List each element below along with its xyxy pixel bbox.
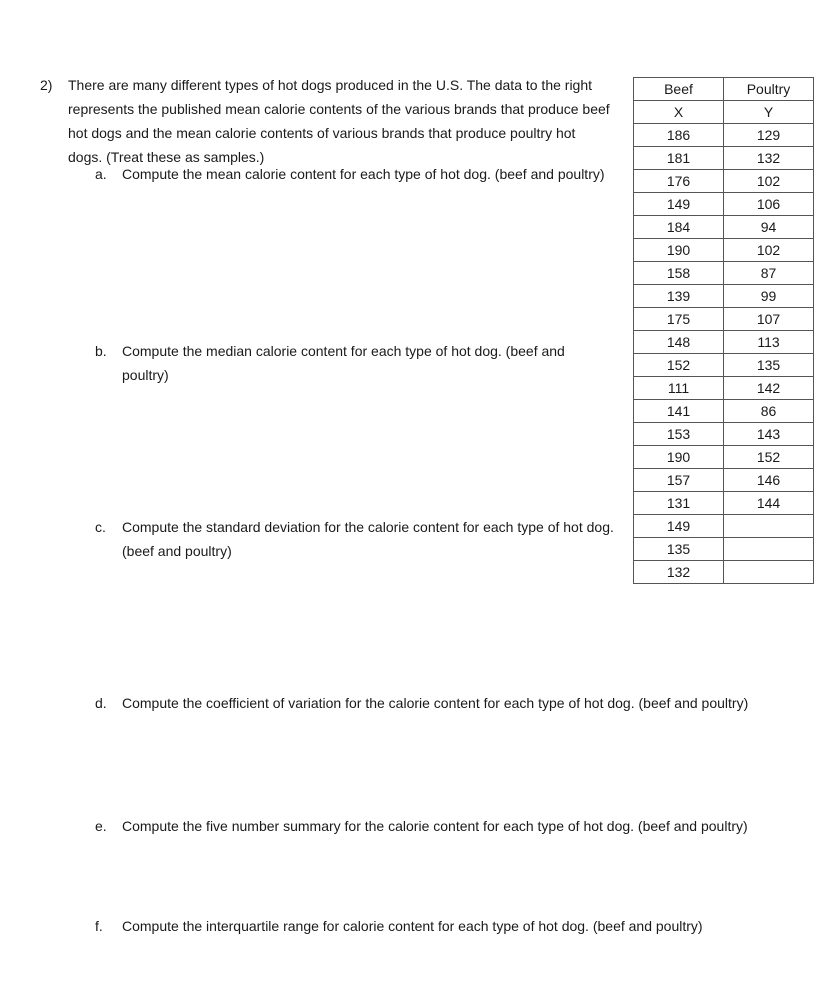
poultry-cell: 146	[724, 469, 814, 492]
beef-cell: 176	[634, 170, 724, 193]
part-d-letter: d.	[95, 695, 107, 711]
table-row	[634, 469, 814, 492]
question-intro: There are many different types of hot dogs produced in the U.S. The data to the right represents the published mean calorie contents of the various brands that produce beef hot dogs and the mean calorie contents of various brands that produce poultry hot dogs. (Treat these as samples.)	[68, 77, 610, 165]
table-row	[634, 147, 814, 170]
beef-cell: 152	[634, 354, 724, 377]
header-poultry: Poultry	[724, 78, 814, 101]
calorie-data-table	[633, 77, 814, 584]
part-b	[95, 339, 615, 387]
part-b-letter: b.	[95, 343, 107, 359]
beef-cell: 190	[634, 239, 724, 262]
poultry-cell: 94	[724, 216, 814, 239]
table-variable-row	[634, 101, 814, 124]
table-row	[634, 124, 814, 147]
part-e	[95, 814, 830, 838]
part-d-text: Compute the coefficient of variation for the calorie content for each type of hot dog. (beef and poultry)	[122, 695, 749, 711]
poultry-cell: 107	[724, 308, 814, 331]
table-header-row	[634, 78, 814, 101]
table-row	[634, 193, 814, 216]
beef-cell: 139	[634, 285, 724, 308]
poultry-cell: 102	[724, 239, 814, 262]
beef-cell: 158	[634, 262, 724, 285]
part-a	[95, 162, 615, 186]
poultry-cell: 144	[724, 492, 814, 515]
table-row	[634, 492, 814, 515]
poultry-cell: 113	[724, 331, 814, 354]
poultry-cell: 102	[724, 170, 814, 193]
beef-cell: 111	[634, 377, 724, 400]
beef-cell: 153	[634, 423, 724, 446]
part-f-letter: f.	[95, 918, 103, 934]
part-a-letter: a.	[95, 166, 107, 182]
beef-cell: 181	[634, 147, 724, 170]
table-row	[634, 216, 814, 239]
table-row	[634, 170, 814, 193]
poultry-cell: 143	[724, 423, 814, 446]
beef-cell: 157	[634, 469, 724, 492]
table-row	[634, 400, 814, 423]
beef-cell: 148	[634, 331, 724, 354]
table-row	[634, 308, 814, 331]
beef-cell: 141	[634, 400, 724, 423]
table-row	[634, 331, 814, 354]
part-c	[95, 515, 615, 563]
poultry-cell: 142	[724, 377, 814, 400]
part-c-letter: c.	[95, 519, 106, 535]
table-row	[634, 446, 814, 469]
poultry-cell	[724, 561, 814, 584]
beef-cell: 186	[634, 124, 724, 147]
table-row	[634, 423, 814, 446]
poultry-cell: 135	[724, 354, 814, 377]
question-number: 2)	[40, 77, 53, 93]
beef-cell: 132	[634, 561, 724, 584]
beef-cell: 175	[634, 308, 724, 331]
part-b-text: Compute the median calorie content for each type of hot dog. (beef and poultry)	[122, 343, 565, 383]
part-a-text: Compute the mean calorie content for each type of hot dog. (beef and poultry)	[122, 166, 605, 182]
poultry-cell: 132	[724, 147, 814, 170]
beef-cell: 135	[634, 538, 724, 561]
poultry-cell: 129	[724, 124, 814, 147]
table-row	[634, 285, 814, 308]
table-row	[634, 239, 814, 262]
part-e-letter: e.	[95, 818, 107, 834]
beef-cell: 184	[634, 216, 724, 239]
part-f	[95, 914, 830, 938]
beef-cell: 131	[634, 492, 724, 515]
beef-cell: 149	[634, 515, 724, 538]
beef-cell: 190	[634, 446, 724, 469]
variable-x: X	[634, 101, 724, 124]
beef-cell: 149	[634, 193, 724, 216]
poultry-cell: 106	[724, 193, 814, 216]
part-f-text: Compute the interquartile range for calorie content for each type of hot dog. (beef and poultry)	[122, 918, 703, 934]
poultry-cell: 87	[724, 262, 814, 285]
table-row	[634, 515, 814, 538]
table-row	[634, 538, 814, 561]
table-row	[634, 354, 814, 377]
poultry-cell: 99	[724, 285, 814, 308]
table-row	[634, 262, 814, 285]
part-c-text: Compute the standard deviation for the calorie content for each type of hot dog. (beef and poultry)	[122, 519, 614, 559]
poultry-cell: 86	[724, 400, 814, 423]
table-row	[634, 561, 814, 584]
variable-y: Y	[724, 101, 814, 124]
part-d	[95, 691, 830, 715]
table-row	[634, 377, 814, 400]
poultry-cell	[724, 515, 814, 538]
poultry-cell	[724, 538, 814, 561]
header-beef: Beef	[634, 78, 724, 101]
part-e-text: Compute the five number summary for the calorie content for each type of hot dog. (beef and poultry)	[122, 818, 748, 834]
poultry-cell: 152	[724, 446, 814, 469]
